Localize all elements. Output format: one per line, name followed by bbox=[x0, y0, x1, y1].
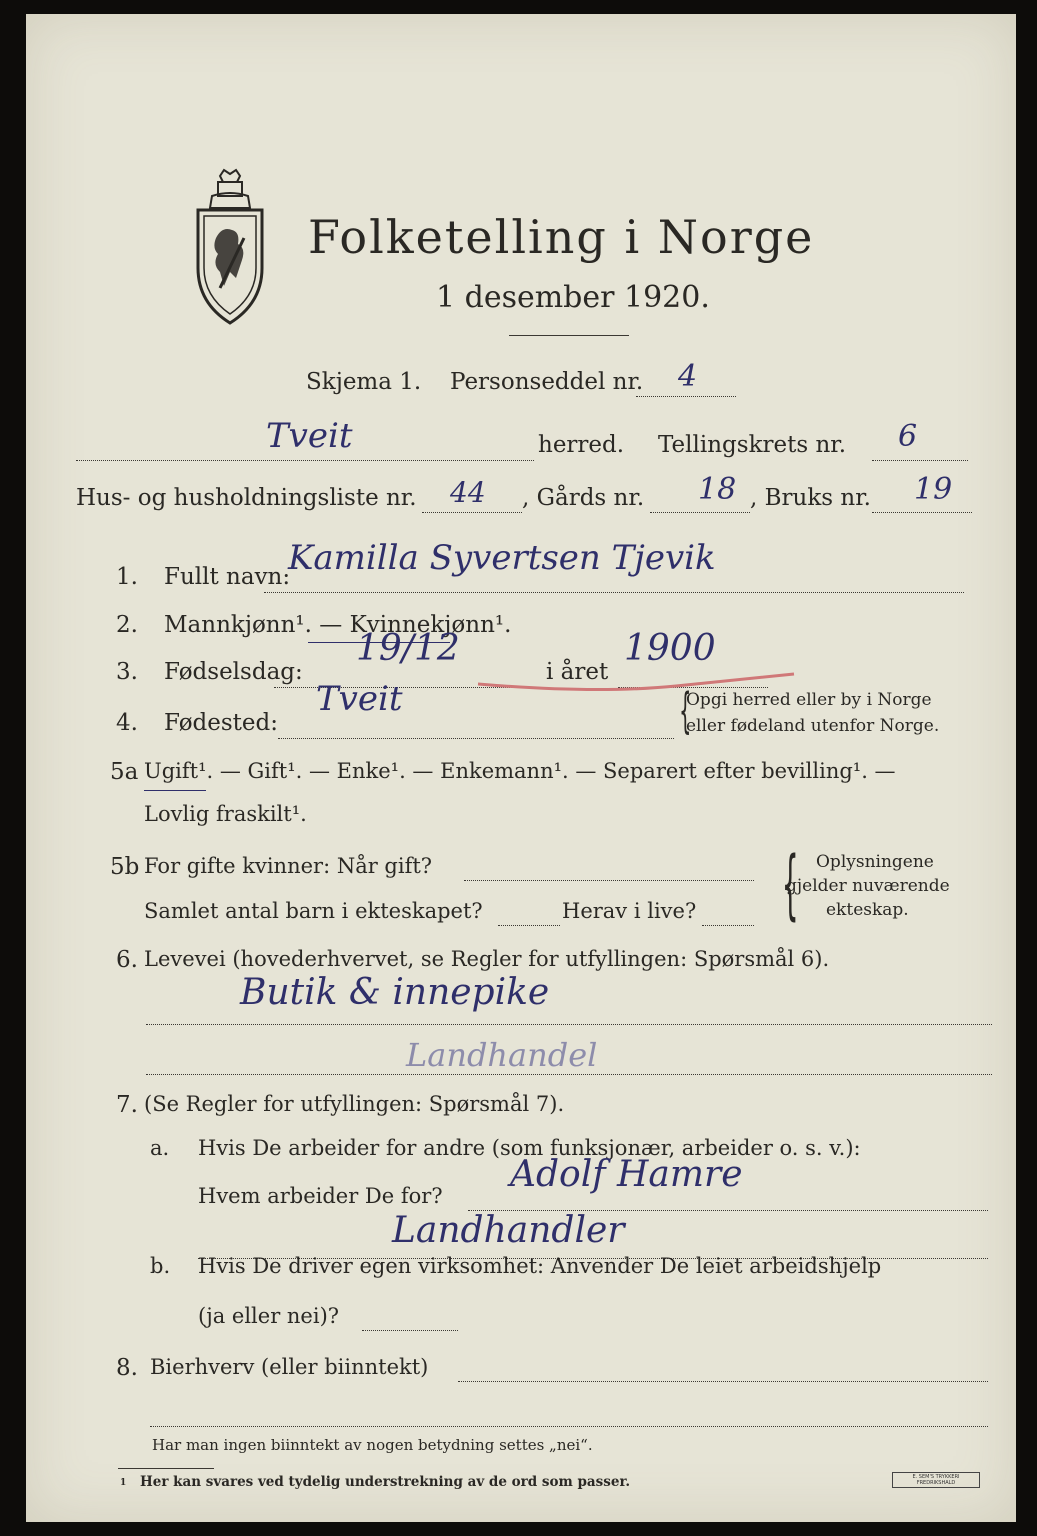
birthdate-value: 19/12 bbox=[356, 628, 460, 669]
q7b-line2: (ja eller nei)? bbox=[198, 1304, 340, 1328]
q4-note-line1: Opgi herred eller by i Norge bbox=[686, 690, 932, 710]
q5b-married-line bbox=[464, 880, 754, 881]
tellingskrets-line bbox=[872, 460, 968, 461]
q6-label: Levevei (hovederhvervet, se Regler for utfyllingen: Spørsmål 6). bbox=[144, 947, 830, 971]
q1-number: 1. bbox=[116, 564, 138, 590]
q7a-line2: Hvem arbeider De for? bbox=[198, 1184, 443, 1208]
birth-year-value: 1900 bbox=[624, 628, 716, 669]
full-name-value: Kamilla Syvertsen Tjevik bbox=[288, 538, 716, 578]
footnote-text: Her kan svares ved tydelig understrekning av de ord som passer. bbox=[140, 1474, 631, 1490]
printer-stamp: E. SEM'S TRYKKERI FREDRIKSHALD bbox=[892, 1472, 980, 1488]
husliste-line bbox=[422, 512, 522, 513]
q5b-note-line2: gjelder nuværende bbox=[786, 876, 950, 896]
q5a-number: 5a bbox=[110, 759, 139, 785]
footnote-divider bbox=[118, 1468, 214, 1469]
gards-line bbox=[650, 512, 750, 513]
marital-underline bbox=[144, 790, 206, 791]
q5b-note-line3: ekteskap. bbox=[826, 900, 909, 920]
tellingskrets-label: Tellingskrets nr. bbox=[658, 432, 847, 458]
q5b-brace: { bbox=[781, 839, 799, 928]
footnote-mark: 1 bbox=[120, 1478, 127, 1488]
q3-year-label: i året bbox=[546, 659, 609, 685]
herred-value: Tveit bbox=[266, 416, 353, 456]
q8-line2 bbox=[150, 1426, 988, 1427]
q7b-line bbox=[362, 1330, 458, 1331]
title-divider bbox=[509, 335, 629, 336]
bruks-value: 19 bbox=[914, 472, 953, 507]
bruks-label: , Bruks nr. bbox=[750, 485, 871, 511]
gards-label: , Gårds nr. bbox=[522, 485, 645, 511]
q4-line bbox=[278, 738, 674, 739]
personseddel-label: Personseddel nr. bbox=[450, 369, 644, 395]
q7-label: (Se Regler for utfyllingen: Spørsmål 7). bbox=[144, 1092, 565, 1116]
q5b-number: 5b bbox=[110, 854, 140, 880]
q7-number: 7. bbox=[116, 1092, 138, 1118]
q4-label: Fødested: bbox=[164, 710, 279, 736]
herred-line bbox=[76, 460, 534, 461]
q6-line1 bbox=[146, 1024, 992, 1025]
q5b-children-label: Samlet antal barn i ekteskapet? bbox=[144, 899, 483, 923]
q6-line2 bbox=[146, 1074, 992, 1075]
q1-line bbox=[264, 592, 964, 593]
personseddel-line bbox=[636, 396, 736, 397]
skjema-label: Skjema 1. bbox=[306, 369, 422, 395]
form-date: 1 desember 1920. bbox=[436, 280, 710, 315]
q5b-children-line bbox=[498, 925, 560, 926]
q3-label: Fødselsdag: bbox=[164, 659, 303, 685]
coat-of-arms-icon bbox=[190, 168, 270, 328]
tellingskrets-value: 6 bbox=[898, 419, 918, 454]
personseddel-value: 4 bbox=[678, 359, 698, 394]
herred-label: herred. bbox=[538, 432, 625, 458]
q5b-alive-line bbox=[702, 925, 754, 926]
employer-value2: Landhandler bbox=[392, 1210, 625, 1251]
q7b-line1: Hvis De driver egen virksomhet: Anvender De leiet arbeidshjelp bbox=[198, 1254, 882, 1278]
gender-options: Mannkjønn¹. — Kvinnekjønn¹. bbox=[164, 612, 512, 638]
no-income-note: Har man ingen biinntekt av nogen betydning settes „nei“. bbox=[152, 1436, 593, 1454]
occupation-value-faint: Landhandel bbox=[406, 1036, 598, 1074]
employer-value: Adolf Hamre bbox=[510, 1154, 743, 1195]
occupation-value: Butik & innepike bbox=[240, 972, 550, 1013]
q7a-line1: Hvis De arbeider for andre (som funksjonær, arbeider o. s. v.): bbox=[198, 1136, 861, 1160]
q3-number: 3. bbox=[116, 659, 138, 685]
q8-label: Bierhverv (eller biinntekt) bbox=[150, 1355, 429, 1379]
q5b-note-line1: Oplysningene bbox=[816, 852, 934, 872]
form-title: Folketelling i Norge bbox=[308, 210, 815, 264]
q7b-letter: b. bbox=[150, 1254, 171, 1278]
bruks-line bbox=[872, 512, 972, 513]
q4-brace: { bbox=[679, 683, 692, 739]
gards-value: 18 bbox=[698, 472, 737, 507]
q5b-line1: For gifte kvinner: Når gift? bbox=[144, 854, 433, 878]
marital-options: Ugift¹. — Gift¹. — Enke¹. — Enkemann¹. — Separert efter bevilling¹. — bbox=[144, 759, 896, 783]
marital-options-cont: Lovlig fraskilt¹. bbox=[144, 802, 307, 826]
birthplace-value: Tveit bbox=[316, 679, 403, 719]
q2-number: 2. bbox=[116, 612, 138, 638]
census-form bbox=[26, 14, 1016, 1522]
q8-number: 8. bbox=[116, 1355, 138, 1381]
husliste-label: Hus- og husholdningsliste nr. bbox=[76, 485, 417, 511]
q6-number: 6. bbox=[116, 947, 138, 973]
q8-line1 bbox=[458, 1381, 988, 1382]
q7a-letter: a. bbox=[150, 1136, 170, 1160]
husliste-value: 44 bbox=[450, 476, 486, 509]
q5b-alive-label: Herav i live? bbox=[562, 899, 697, 923]
q4-number: 4. bbox=[116, 710, 138, 736]
q4-note-line2: eller fødeland utenfor Norge. bbox=[686, 716, 940, 736]
q1-label: Fullt navn: bbox=[164, 564, 291, 590]
